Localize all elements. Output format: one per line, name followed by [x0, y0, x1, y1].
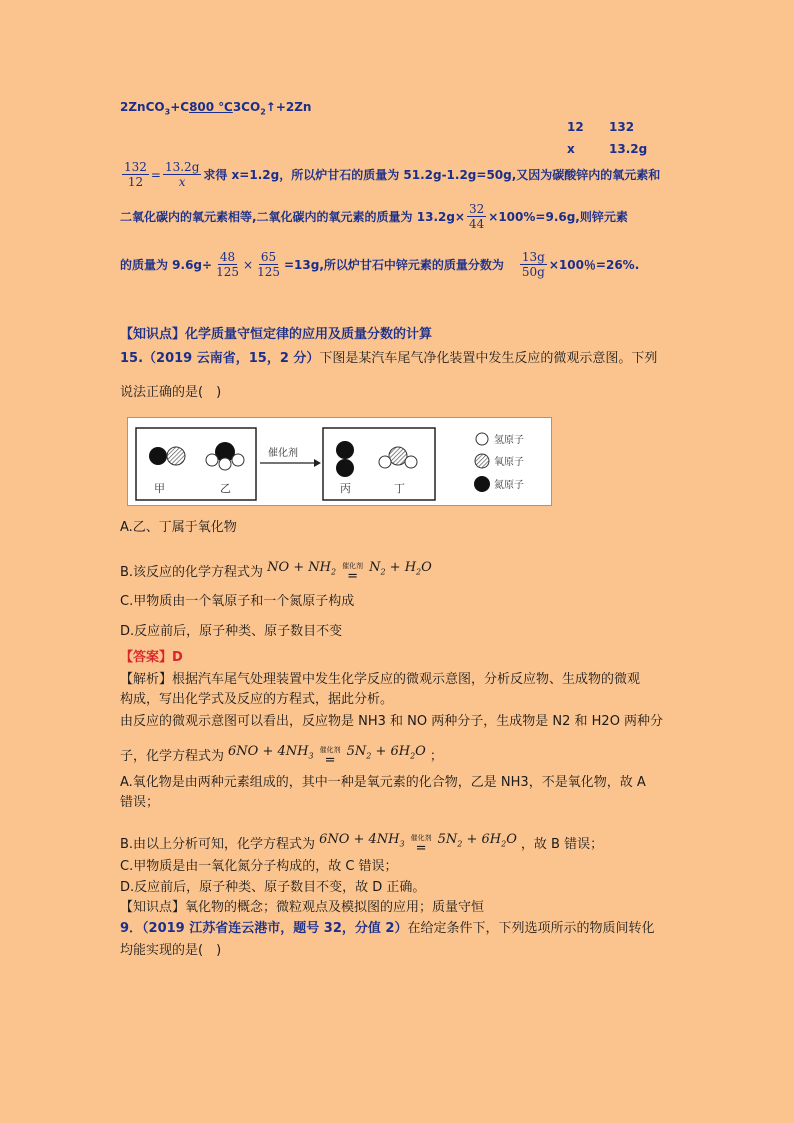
calc-line-3: 的质量为 9.6g÷ $\frac{48}{125}$ × $\frac{65}{125}$ =13g,所以炉甘石中锌元素的质量分数为 $\frac{13g}{50g}$ ×100％=26%.: [120, 250, 640, 280]
legend-hydrogen-icon: [476, 433, 488, 445]
analysis-line-3: 由反应的微观示意图可以看出，反应物是 NH3 和 NO 两种分子，生成物是 N2 和 H2O 两种分: [120, 714, 664, 729]
analysis-line-8: C.甲物质是由一氧化氮分子构成的，故 C 错误；: [120, 859, 398, 874]
analysis-line-1: 【解析】根据汽车尾气处理装置中发生化学反应的微观示意图，分析反应物、生成物的微观: [120, 672, 641, 687]
legend-hydrogen: 氢原子: [494, 435, 524, 446]
question-15-line-1: 15.（2019 云南省，15，2 分）下图是某汽车尾气净化装置中发生反应的微观示意图。下列: [120, 351, 658, 366]
fraction-65-125: $\frac{65}{125}$: [257, 250, 280, 280]
analysis-line-6: 错误；: [120, 795, 160, 810]
hydrogen-atom: [219, 458, 231, 470]
calc-line-2: 二氧化碳内的氧元素相等,二氧化碳内的氧元素的质量为 13.2g× $\frac{32}{44}$ ×100%=9.6g,则锌元素: [120, 202, 628, 232]
fraction-32-44: $\frac{32}{44}$: [469, 202, 485, 232]
legend-oxygen-icon: [475, 454, 489, 468]
analysis-line-2: 构成，写出化学式及反应的方程式，据此分析。: [120, 692, 394, 707]
fraction-13-2g-x: $\frac{13.2g}{x}$: [164, 160, 200, 190]
option-c: C.甲物质由一个氧原子和一个氮原子构成: [120, 594, 355, 609]
hydrogen-atom: [379, 456, 391, 468]
nitrogen-atom: [149, 447, 167, 465]
option-d: D.反应前后，原子种类、原子数目不变: [120, 624, 343, 639]
question-9-line-1: 9．（2019 江苏省连云港市，题号 32，分值 2）在给定条件下，下列选项所示的物质间转化: [120, 921, 655, 936]
hydrogen-atom: [232, 454, 244, 466]
answer: 【答案】D: [120, 650, 183, 665]
diagram-svg: [128, 418, 551, 505]
legend-nitrogen-icon: [474, 476, 490, 492]
nitrogen-atom: [336, 441, 354, 459]
analysis-line-7: B.由以上分析可知，化学方程式为 $6NO + 4NH_3$ 催化剂 = $5N_2 + 6H_2O$ ，故 B 错误；: [120, 832, 604, 856]
label-ding: 丁: [394, 482, 405, 495]
knowledge-point-2: 【知识点】氧化物的概念；微粒观点及模拟图的应用；质量守恒: [120, 900, 485, 915]
fraction-13g-50g: $\frac{13g}{50g}$: [521, 250, 545, 280]
reaction-equation: 2ZnCO$_3$+C800 $℃3CO_2↑+2Zn$: [120, 100, 312, 117]
hydrogen-atom: [405, 456, 417, 468]
nitrogen-atom: [336, 459, 354, 477]
analysis-line-4: 子，化学方程式为 $6NO + 4NH_3$ 催化剂 = $5N_2 + 6H_2O$ ；: [120, 744, 443, 768]
ratio-label-132: 132: [609, 120, 635, 134]
oxygen-atom: [167, 447, 185, 465]
catalyst-label: 催化剂: [268, 448, 298, 459]
label-jia: 甲: [154, 482, 165, 495]
analysis-line-9: D.反应前后，原子种类、原子数目不变，故 D 正确。: [120, 880, 426, 895]
calc-line-1: $\frac{132}{12}$ = $\frac{13.2g}{x}$ 求得 x=1.2g，所以炉甘石的质量为 51.2g-1.2g=50g,又因为碳酸锌内的氧元素和: [124, 160, 661, 190]
label-yi: 乙: [220, 482, 231, 495]
hydrogen-atom: [206, 454, 218, 466]
legend-nitrogen: 氮原子: [494, 480, 524, 491]
option-b: B.该反应的化学方程式为 NO + $NH_2$ 催化剂 = $N_2 + H_2O$: [120, 560, 432, 584]
reaction-microscopic-diagram: [127, 417, 552, 506]
oxygen-atom: [389, 447, 407, 465]
ratio-label-12: 12: [567, 120, 584, 134]
ratio-label-x: x: [567, 142, 575, 156]
option-a: A.乙、丁属于氧化物: [120, 520, 237, 535]
fraction-48-125: $\frac{48}{125}$: [216, 250, 239, 280]
fraction-132-12: $\frac{132}{12}$: [124, 160, 147, 190]
ratio-label-13-2g: 13.2g: [609, 142, 648, 156]
analysis-line-5: A.氧化物是由两种元素组成的，其中一种是氧元素的化合物，乙是 NH3，不是氧化物，故 A: [120, 775, 646, 790]
knowledge-point-1: 【知识点】化学质量守恒定律的应用及质量分数的计算: [120, 327, 433, 342]
question-15-line-2: 说法正确的是( ): [120, 385, 222, 400]
label-bing: 丙: [340, 482, 351, 495]
question-9-line-2: 均能实现的是( ): [120, 943, 222, 958]
legend-oxygen: 氧原子: [494, 457, 524, 468]
